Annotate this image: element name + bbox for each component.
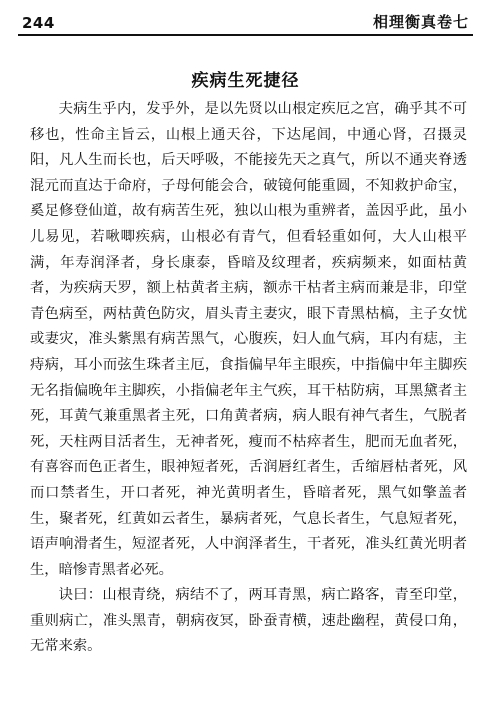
- body-text: [30, 97, 467, 660]
- page-header: [22, 8, 469, 32]
- book-title: 相理衡真卷七: [372, 13, 469, 31]
- paragraph-main: 夫病生乎内，发乎外，是以先贤以山根定疾厄之宫，确乎其不可移也，性命主旨云，山根上通天谷，下达尾闾，中通心肾，召摄灵阳，凡人生而长也，后天呼吸，不能接先天之真气，所以不通夹脊透混元而直达于命府，子母何能会合，破镜何能重圆，不知救护命宝，奚足修登仙道，故有病苦生死，独以山根为重辨者，盖因乎此，虽小儿易见，若啾唧疾病，山根必有青气，但看轻重如何，大人山根平满，年寿润泽者，身长康泰，昏暗及纹理者，疾病频来，如面枯黄者，为疾病天罗，额上枯黄者主病，额赤干枯者主病而兼是非，印堂青色病至，两枯黄色防灾，眉头青主妻灾，眼下青黑枯槁，主子女忧或妻灾，准头紫黑有病苦黑气，心腹疾，妇人血气病，耳内有痣，主痔病，耳小而弦生珠者主厄，食指偏早年主眼疾，中指偏中年主脚疾无名指偏晚年主脚疾，小指偏老年主气疾，耳干枯防病，耳黑黛者主死，耳黄气兼重黑者主死，口角黄者病，病人眼有神气者生，气脱者死，天柱两目活者生，无神者死，瘦而不枯瘁者生，肥而无血者死，有喜容而色正者生，眼神短者死，舌润唇红者生，舌缩唇枯者死，风而口禁者生，开口者死，神光黄明者生，昏暗者死，黑气如擎盖者生，聚者死，红黄如云者生，暴病者死，气息长者生，气息短者死，语声响滑者生，短涩者死，人中润泽者生，干者死，准头红黄光明者生，暗惨青黑者必死。: [30, 101, 467, 578]
- section-title: 疾病生死捷径: [191, 71, 300, 91]
- paragraph-verse: 诀曰：山根青绕，病结不了，两耳青黑，病亡路客，青至印堂，重则病亡，准头黑青，朝病夜冥，卧蚕青横，速赴幽程，黄侵口角，无常来索。: [30, 587, 467, 655]
- page-number: 244: [22, 14, 55, 32]
- header-rule: [18, 34, 473, 36]
